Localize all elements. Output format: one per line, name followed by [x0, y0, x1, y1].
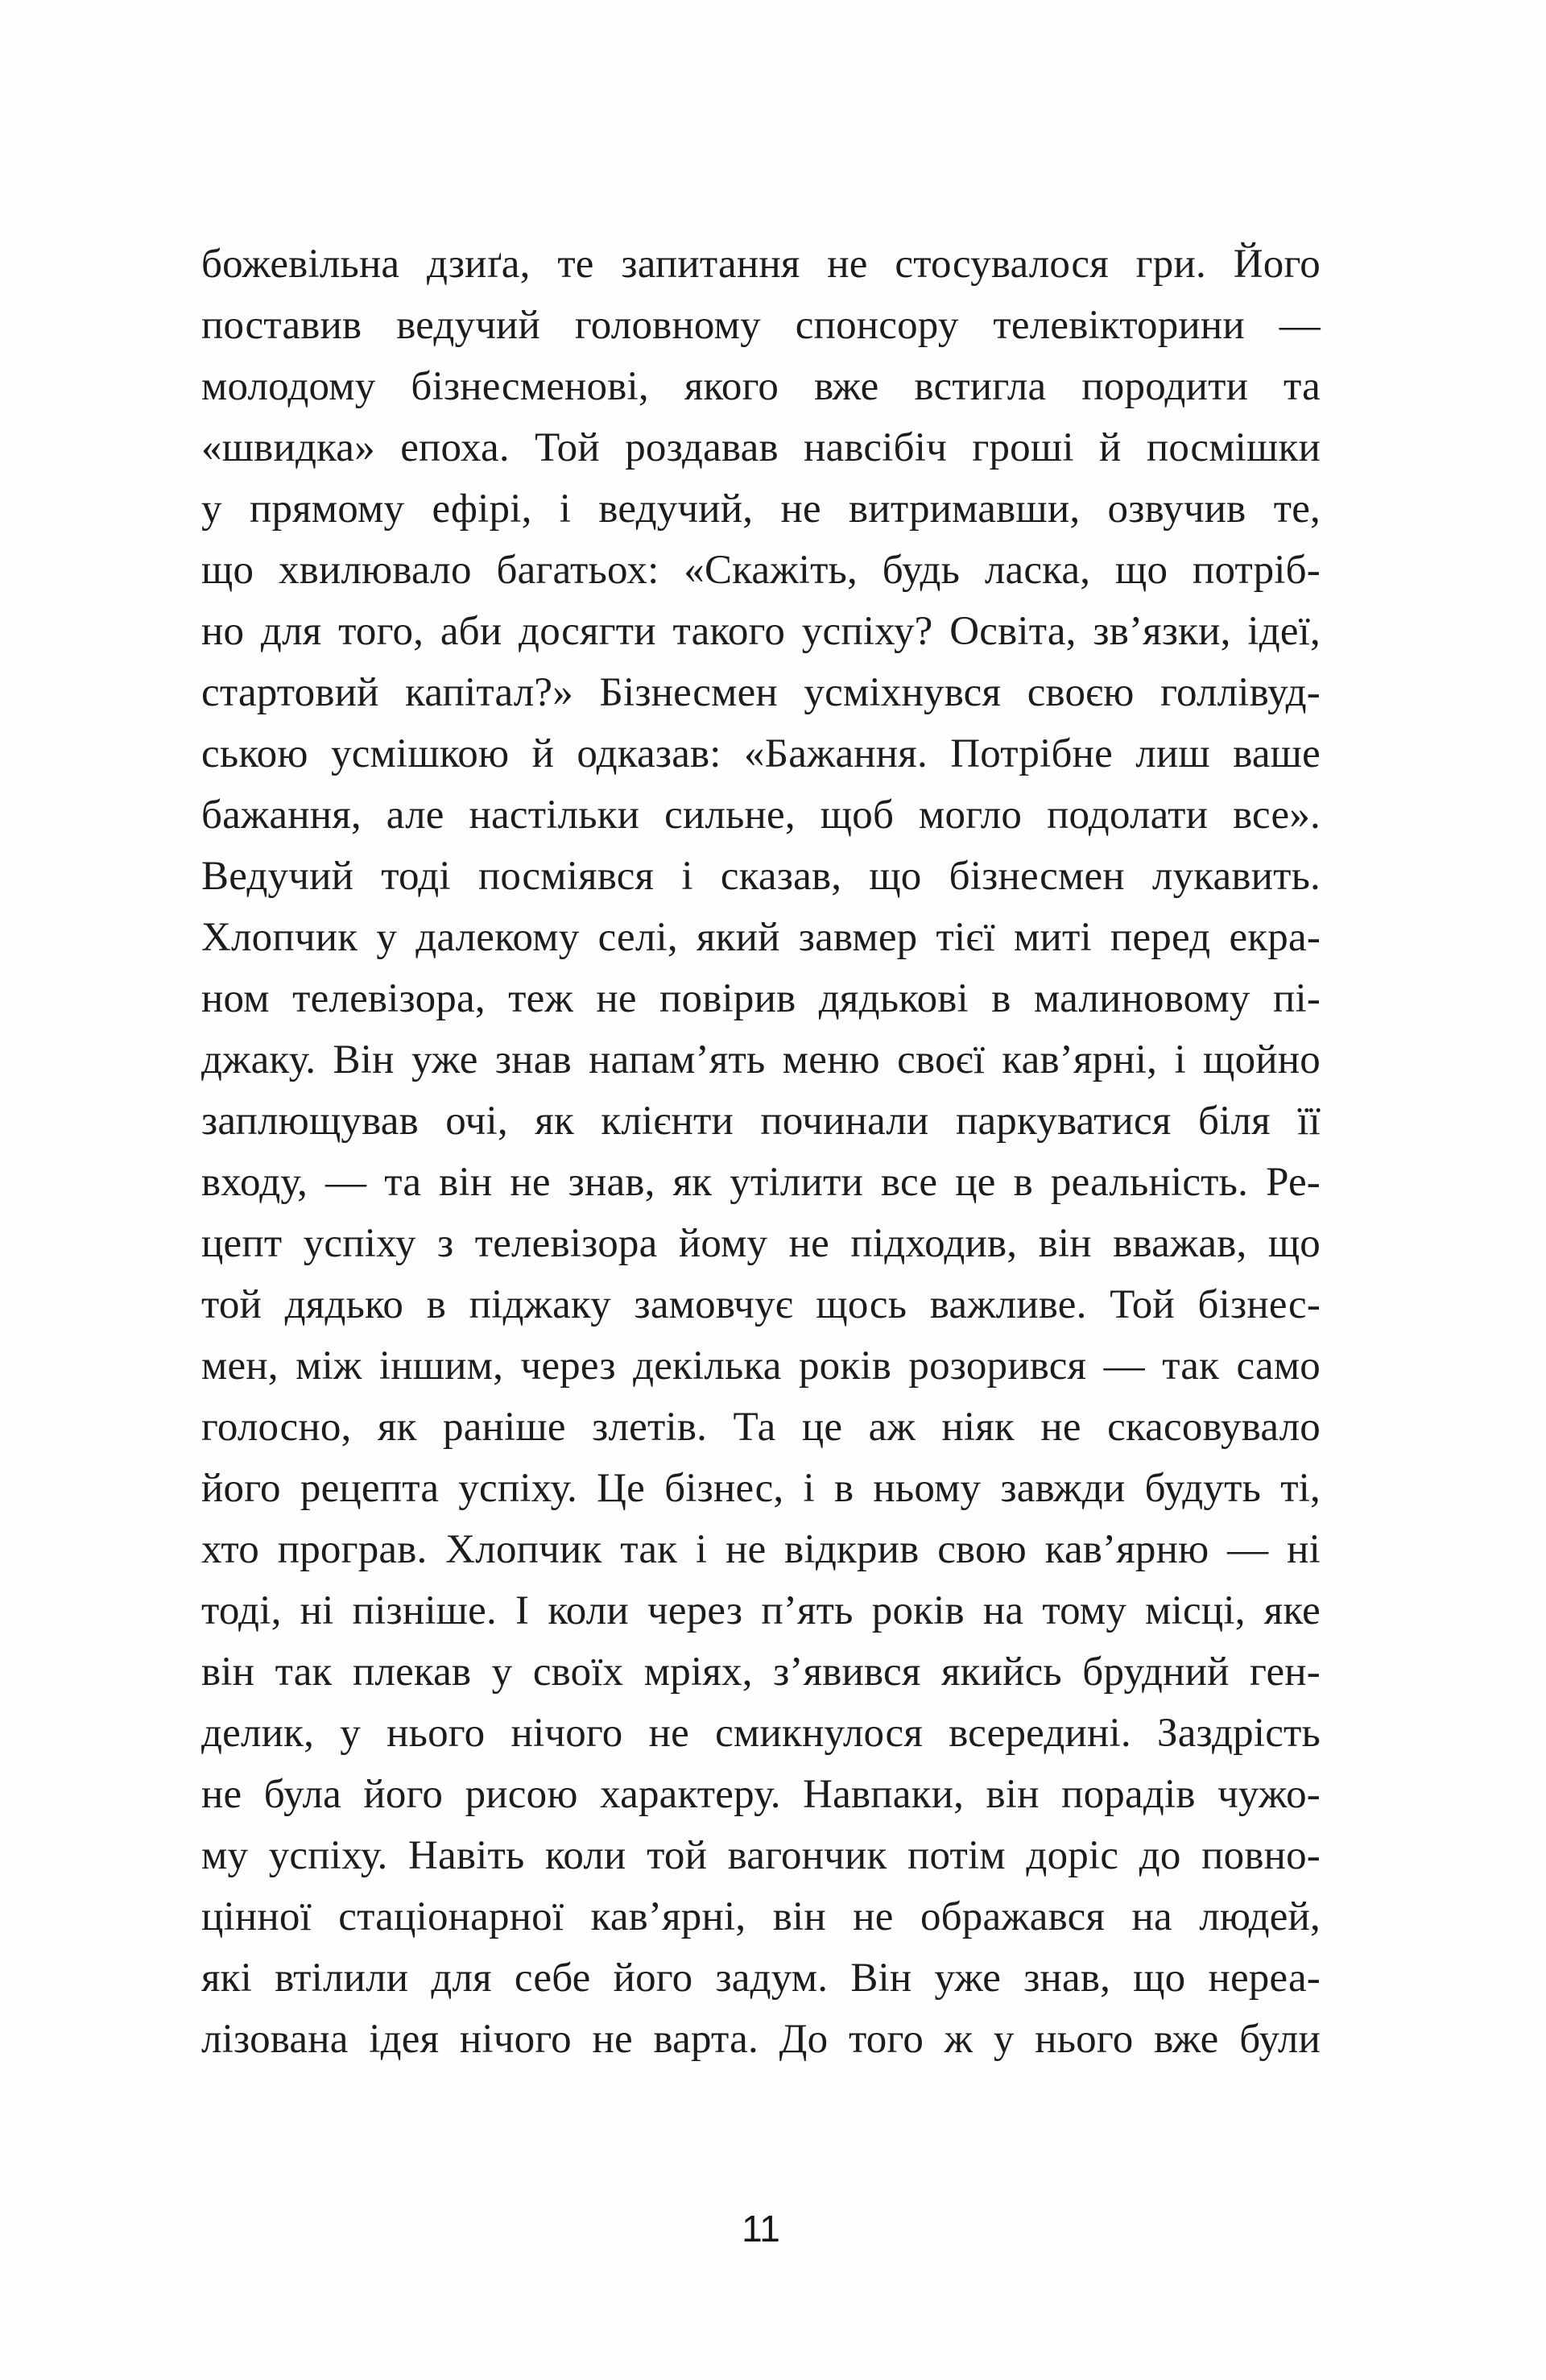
text-line: той дядько в піджаку замовчує щось важливе. Той бізнес-	[201, 1282, 1321, 1327]
page-number: 11	[742, 2208, 780, 2250]
text-line: делик, у нього нічого не смикнулося всередині. Заздрість	[201, 1711, 1321, 1756]
text-line: джаку. Він уже знав напам’ять меню своєї кав’ярні, і щойно	[201, 1037, 1321, 1082]
text-line: мен, між іншим, через декілька років розорився — так само	[201, 1343, 1321, 1389]
page-text	[201, 234, 1321, 2070]
text-line: тоді, ні пізніше. І коли через п’ять років на тому місці, яке	[201, 1588, 1321, 1633]
text-line: лізована ідея нічого не варта. До того ж у нього вже були	[201, 2017, 1321, 2062]
text-line: поставив ведучий головному спонсору телевікторини —	[201, 303, 1321, 348]
text-line: цінної стаціонарної кав’ярні, він не ображався на людей,	[201, 1894, 1321, 1939]
text-line: заплющував очі, як клієнти починали паркуватися біля її	[201, 1099, 1321, 1144]
text-line: стартовий капітал?» Бізнесмен усміхнувся своєю голлівуд-	[201, 670, 1321, 715]
text-line: Ведучий тоді посміявся і сказав, що бізнесмен лукавить.	[201, 854, 1321, 899]
text-line: ном телевізора, теж не повірив дядькові в малиновому пі-	[201, 976, 1321, 1021]
text-line: хто програв. Хлопчик так і не відкрив свою кав’ярню — ні	[201, 1527, 1321, 1572]
text-line: які втілили для себе його задум. Він уже знав, що нереа-	[201, 1956, 1321, 2001]
text-line: що хвилювало багатьох: «Скажіть, будь ласка, що потріб-	[201, 548, 1321, 593]
text-line: він так плекав у своїх мріях, з’явився якийсь брудний ген-	[201, 1649, 1321, 1695]
text-line: у прямому ефірі, і ведучий, не витримавши, озвучив те,	[201, 486, 1321, 532]
text-line: но для того, аби досягти такого успіху? Освіта, зв’язки, ідеї,	[201, 609, 1321, 654]
text-line: його рецепта успіху. Це бізнес, і в ньому завжди будуть ті,	[201, 1466, 1321, 1511]
text-line: ською усмішкою й одказав: «Бажання. Потрібне лиш ваше	[201, 731, 1321, 776]
text-line: молодому бізнесменові, якого вже встигла породити та	[201, 364, 1321, 409]
text-line: не була його рисою характеру. Навпаки, він порадів чужо-	[201, 1772, 1321, 1817]
text-line: голосно, як раніше злетів. Та це аж ніяк не скасовувало	[201, 1405, 1321, 1450]
text-line: Хлопчик у далекому селі, який завмер тієї миті перед екра-	[201, 915, 1321, 960]
text-line: бажання, але настільки сильне, щоб могло подолати все».	[201, 793, 1321, 838]
text-line: входу, — та він не знав, як утілити все це в реальність. Ре-	[201, 1160, 1321, 1205]
text-line: божевільна дзиґа, те запитання не стосувалося гри. Його	[201, 242, 1321, 287]
text-line: «швидка» епоха. Той роздавав навсібіч гроші й посмішки	[201, 425, 1321, 470]
text-line: му успіху. Навіть коли той вагончик потім доріс до повно-	[201, 1833, 1321, 1878]
text-line: цепт успіху з телевізора йому не підходив, він вважав, що	[201, 1221, 1321, 1266]
